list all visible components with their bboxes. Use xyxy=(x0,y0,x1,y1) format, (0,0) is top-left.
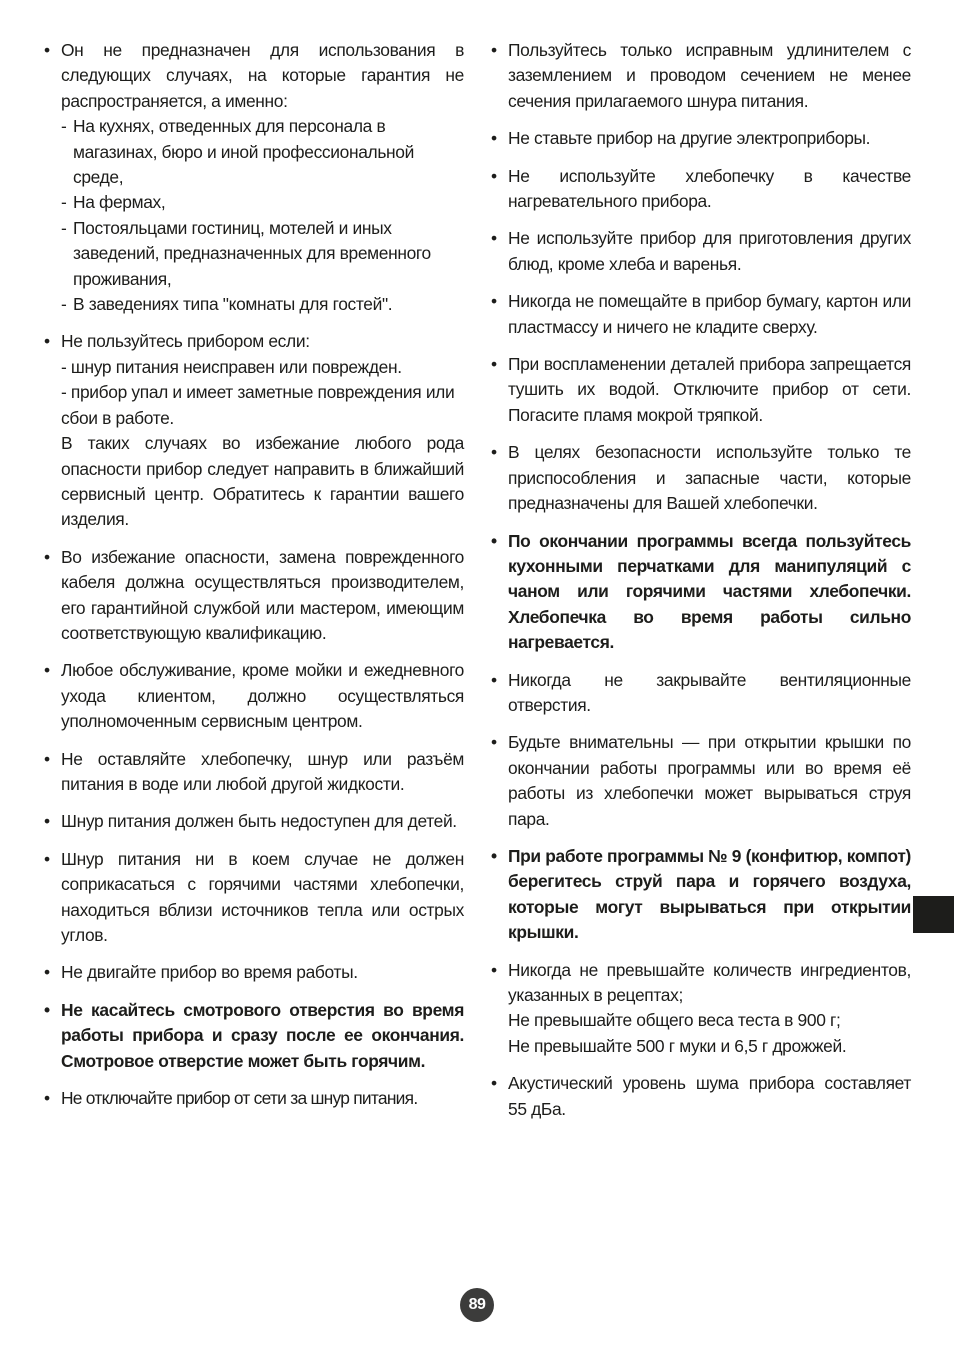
list-item-warning: • По окончании программы всегда пользуйтесь кухонными перчатками для манипуляций с чаном или горячими частями хлебопечки. Хлебопечка во время работы сильно нагревается. xyxy=(491,529,911,656)
list-item: • В целях безопасности используйте только те приспособления и запасные части, которые предназначены для Вашей хлебопечки. xyxy=(491,440,911,516)
section-tab-marker xyxy=(913,896,954,933)
item-line: - прибор упал и имеет заметные повреждения или сбои в работе. xyxy=(61,382,455,428)
list-item-warning: • Не касайтесь смотрового отверстия во время работы прибора и сразу после ее окончания. Смотровое отверстие может быть горячим. xyxy=(44,998,464,1074)
safety-list-left xyxy=(44,38,464,1111)
list-item: • Шнур питания должен быть недоступен для детей. xyxy=(44,809,464,834)
list-item: • Не отключайте прибор от сети за шнур питания. xyxy=(44,1086,464,1111)
item-text: В таких случаях во избежание любого рода опасности прибор следует направить в ближайший сервисный центр. Обратитесь к гарантии вашего изделия. xyxy=(61,433,464,530)
item-line: Не превышайте общего веса теста в 900 г; xyxy=(508,1010,841,1031)
list-item: • Никогда не закрывайте вентиляционные отверстия. xyxy=(491,668,911,719)
right-column xyxy=(491,38,911,1134)
item-text: • Он не предназначен для использования в следующих случаях, на которые гарантия не распространяется, а именно: xyxy=(61,40,464,111)
list-item: • Не двигайте прибор во время работы. xyxy=(44,960,464,985)
list-item: • Не используйте хлебопечку в качестве нагревательного прибора. xyxy=(491,164,911,215)
list-item: • Во избежание опасности, замена поврежденного кабеля должна осуществляться производителем, его гарантийной службой или мастером, имеющим соответствующую квалификацию. xyxy=(44,545,464,647)
item-line: - шнур питания неисправен или поврежден. xyxy=(61,356,402,377)
list-item: • Любое обслуживание, кроме мойки и ежедневного ухода клиентом, должно осуществляться уполномоченным сервисным центром. xyxy=(44,658,464,734)
safety-list-right xyxy=(491,38,911,1122)
sub-item: - В заведениях типа "комнаты для гостей". xyxy=(61,292,464,317)
item-line: Не превышайте 500 г муки и 6,5 г дрожжей. xyxy=(508,1035,847,1056)
list-item: • Будьте внимательны — при открытии крышки по окончании работы программы или во время её работы из хлебопечки может вырываться струя пара. xyxy=(491,730,911,832)
list-item: • Пользуйтесь только исправным удлинителем с заземлением и проводом сечением не менее сечения прилагаемого шнура питания. xyxy=(491,38,911,114)
list-item: • Акустический уровень шума прибора составляет 55 дБа. xyxy=(491,1071,911,1122)
sub-item: - На кухнях, отведенных для персонала в магазинах, бюро и иной профессиональной среде, xyxy=(61,114,464,190)
sub-item: - На фермах, xyxy=(61,190,464,215)
list-item-warning: • При работе программы № 9 (конфитюр, компот) берегитесь струй пара и горячего воздуха, которые могут вырываться при открытии крышки. xyxy=(491,844,911,946)
sub-list xyxy=(61,114,464,317)
list-item xyxy=(44,38,464,317)
list-item: • Никогда не помещайте в прибор бумагу, картон или пластмассу и ничего не кладите сверху. xyxy=(491,289,911,340)
list-item: • При воспламенении деталей прибора запрещается тушить их водой. Отключите прибор от сети. Погасите пламя мокрой тряпкой. xyxy=(491,352,911,428)
list-item xyxy=(491,958,911,1060)
list-item: • Не используйте прибор для приготовления других блюд, кроме хлеба и варенья. xyxy=(491,226,911,277)
list-item: • Не оставляйте хлебопечку, шнур или разъём питания в воде или любой другой жидкости. xyxy=(44,747,464,798)
list-item xyxy=(44,329,464,532)
left-column xyxy=(44,38,464,1123)
list-item: • Не ставьте прибор на другие электроприборы. xyxy=(491,126,911,151)
page-number-badge: 89 xyxy=(460,1288,494,1322)
list-item: • Шнур питания ни в коем случае не должен соприкасаться с горячими частями хлебопечки, находиться вблизи источников тепла или острых углов. xyxy=(44,847,464,949)
item-text: • Никогда не превышайте количеств ингредиентов, указанных в рецептах; xyxy=(508,959,911,1005)
sub-item: - Постояльцами гостиниц, мотелей и иных заведений, предназначенных для временного проживания, xyxy=(61,216,464,292)
item-text: • Не пользуйтесь прибором если: xyxy=(61,331,310,352)
